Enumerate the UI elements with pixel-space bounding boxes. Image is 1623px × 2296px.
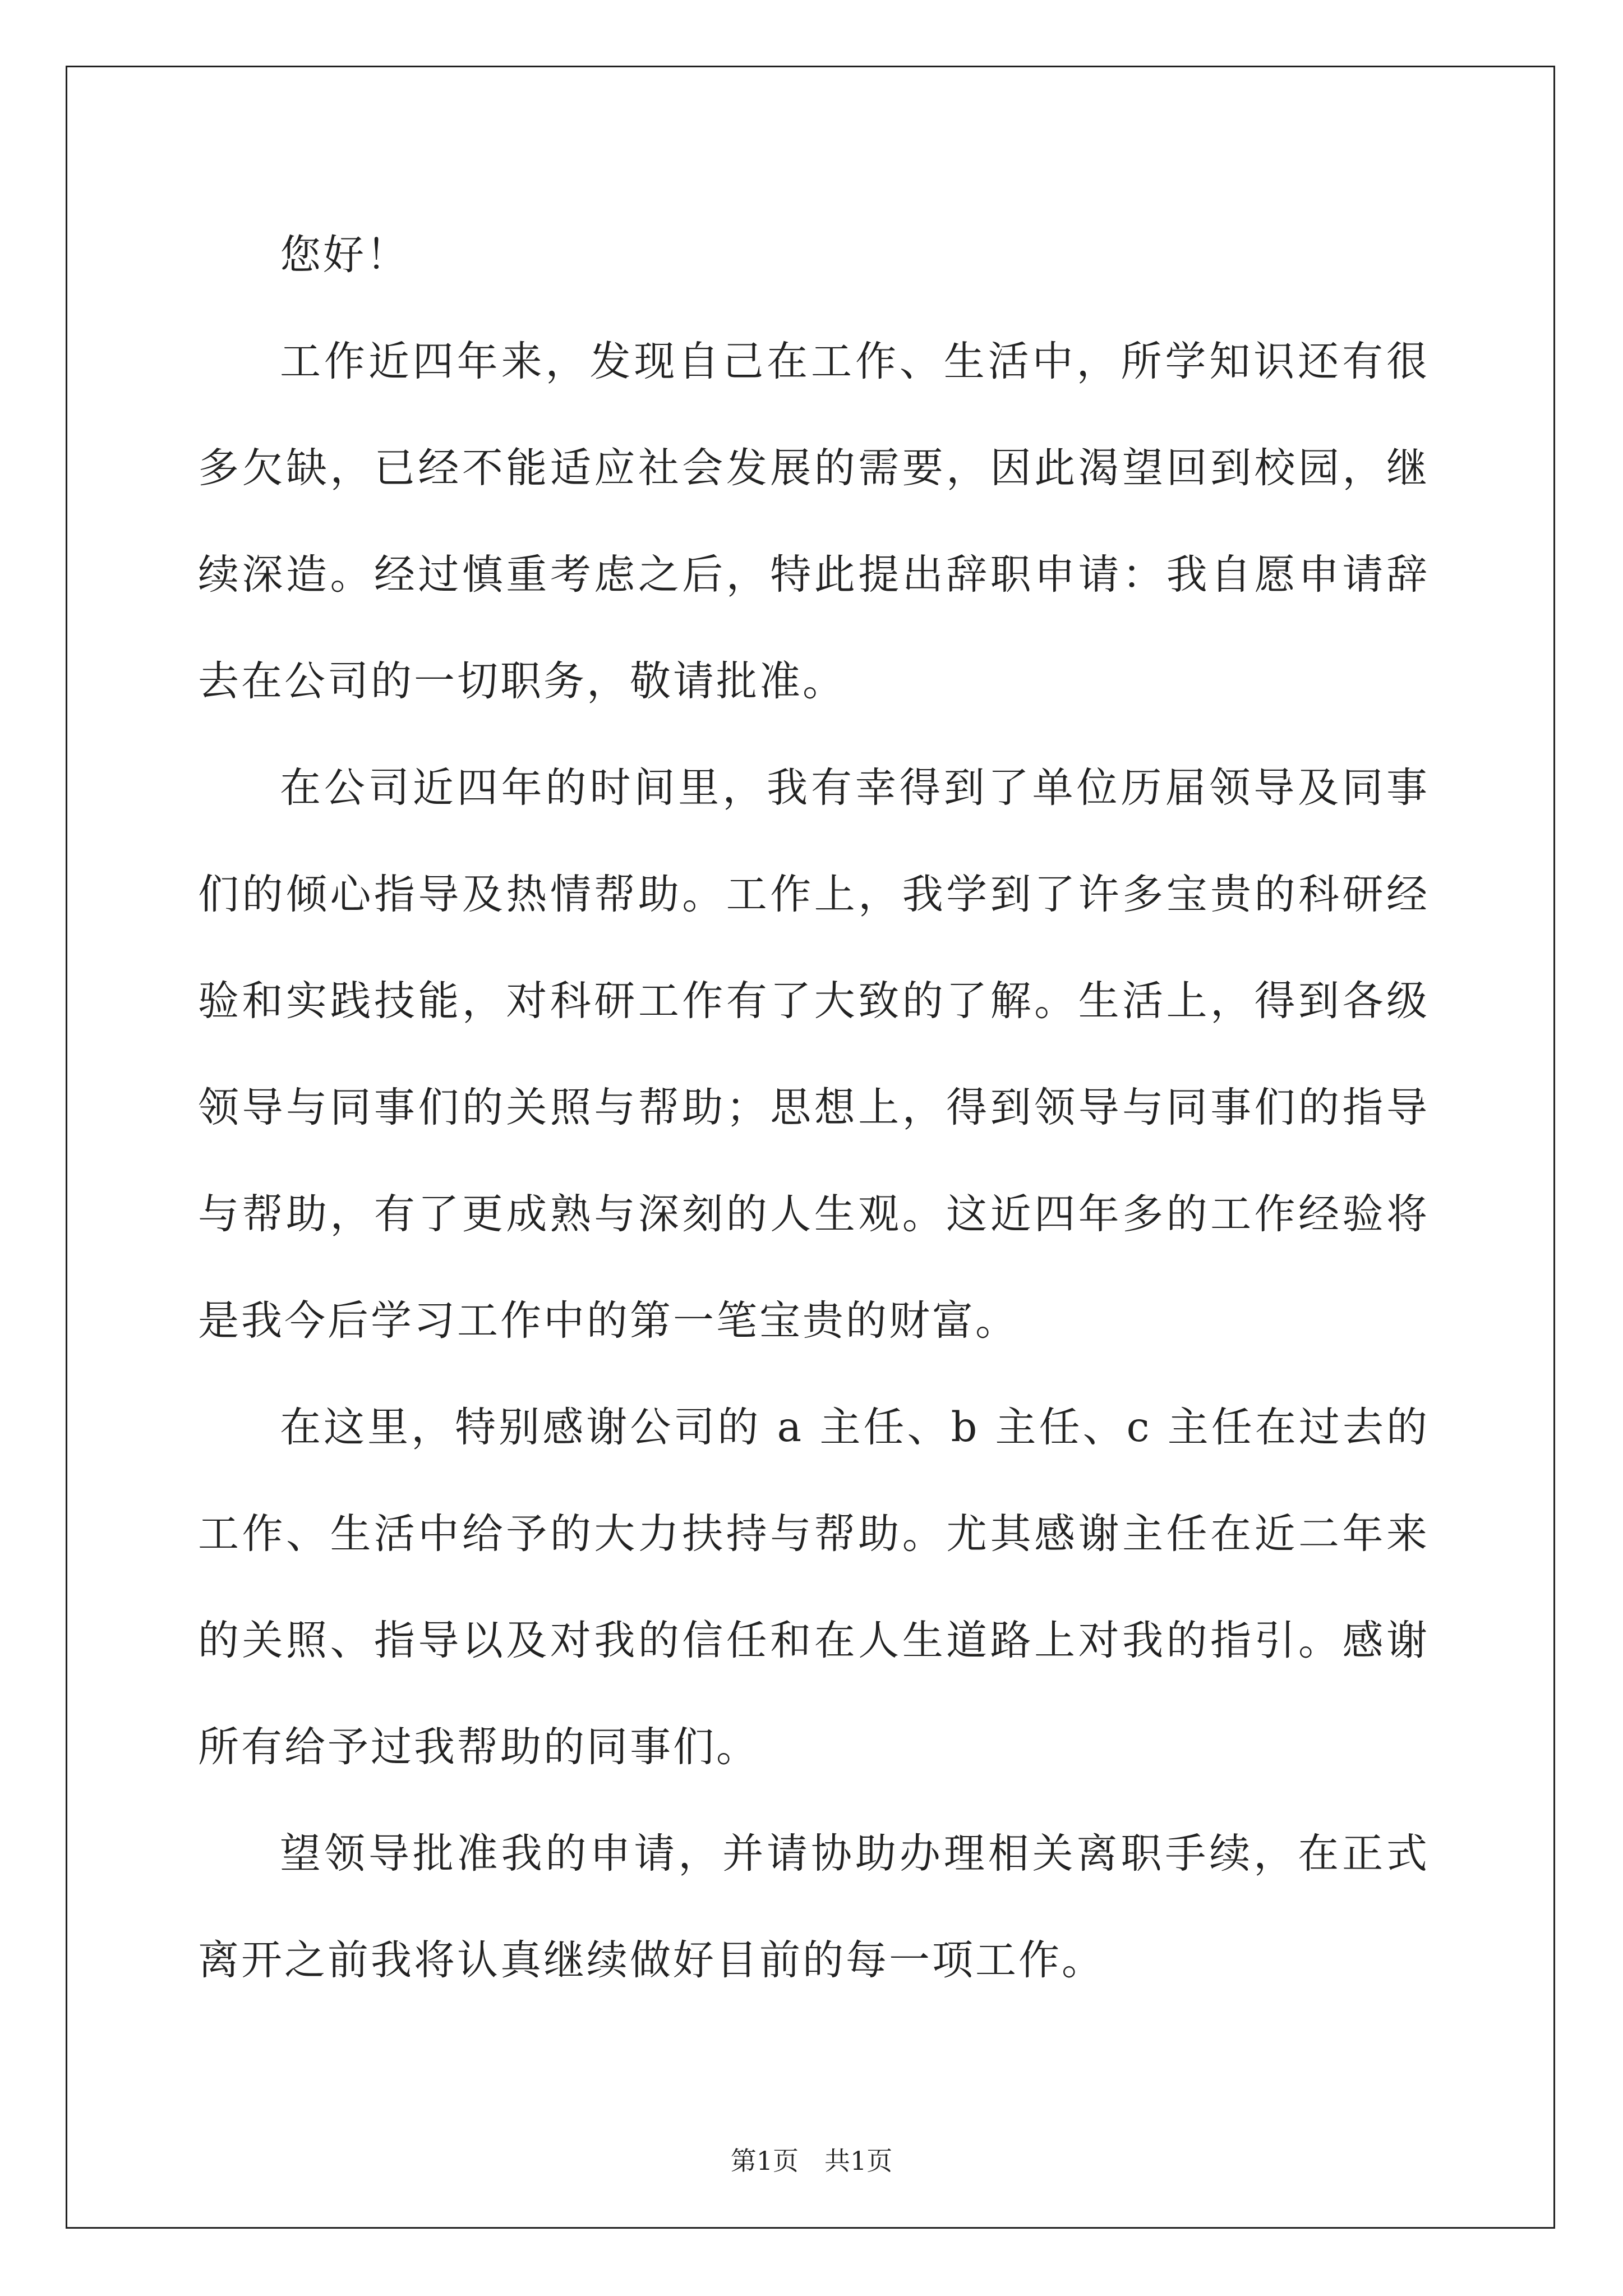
letter-body <box>198 202 1430 2014</box>
paragraph-thanks: 在这里，特别感谢公司的 a 主任、b 主任、c 主任在过去的工作、生活中给予的大力扶持与帮助。尤其感谢主任在近二年来的关照、指导以及对我的信任和在人生道路上对我的指引。感谢所有给予过我帮助的同事们。 <box>198 1404 1430 1771</box>
salutation: 您好！ <box>280 231 409 279</box>
page-number-total: 共1页 <box>824 2146 893 2176</box>
paragraph-reason: 工作近四年来，发现自己在工作、生活中，所学知识还有很多欠缺，已经不能适应社会发展的需要，因此渴望回到校园，继续深造。经过慎重考虑之后，特此提出辞职申请：我自愿申请辞去在公司的一切职务，敬请批准。 <box>198 338 1430 705</box>
paragraph-gratitude: 在公司近四年的时间里，我有幸得到了单位历届领导及同事们的倾心指导及热情帮助。工作上，我学到了许多宝贵的科研经验和实践技能，对科研工作有了大致的了解。生活上，得到各级领导与同事们的关照与帮助；思想上，得到领导与同事们的指导与帮助，有了更成熟与深刻的人生观。这近四年多的工作经验将是我今后学习工作中的第一笔宝贵的财富。 <box>198 764 1430 1345</box>
paragraph-closing: 望领导批准我的申请，并请协助办理相关离职手续，在正式离开之前我将认真继续做好目前的每一项工作。 <box>198 1830 1430 1984</box>
page-footer <box>0 2144 1623 2178</box>
page-number-current: 第1页 <box>730 2146 799 2176</box>
